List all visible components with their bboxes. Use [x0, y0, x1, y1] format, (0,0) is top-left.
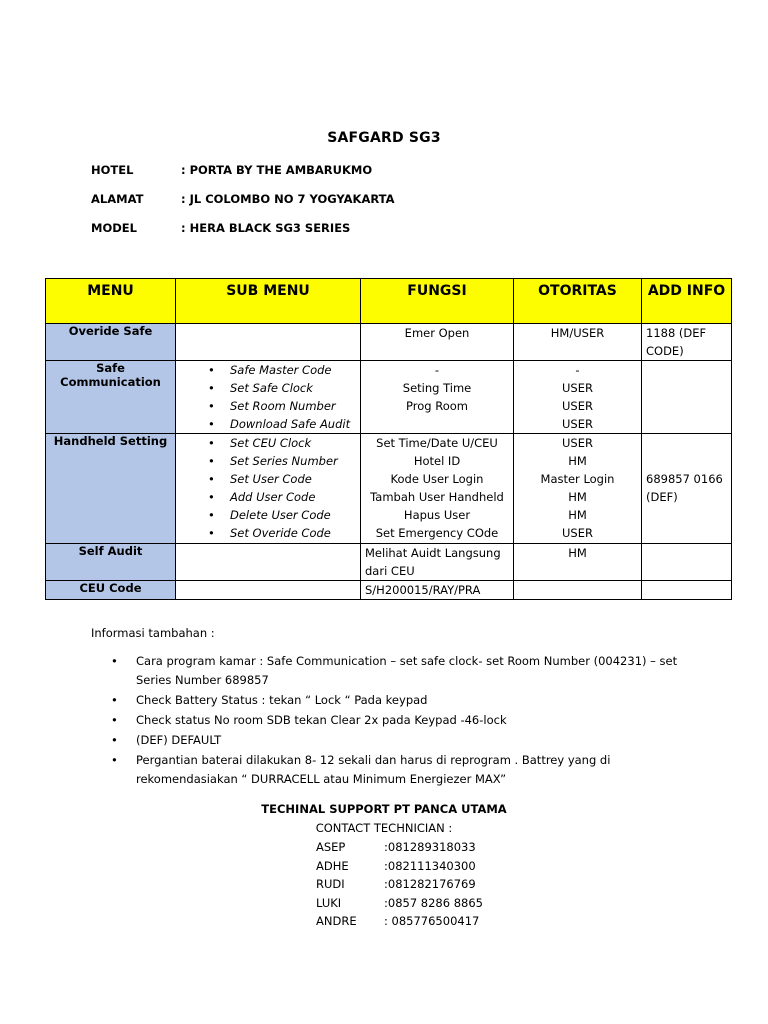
contact-name: LUKI — [316, 895, 342, 910]
fungsi-line: Hotel ID — [413, 454, 461, 468]
contact-row — [316, 875, 483, 894]
otoritas-cell — [514, 324, 642, 361]
info-cell: 689857 0166 (DEF) — [642, 434, 732, 544]
header-fungsi: FUNGSI — [361, 279, 514, 324]
list-item: • Set Overide Code — [230, 524, 356, 542]
contact-row — [316, 838, 483, 857]
table-row — [46, 581, 732, 600]
contact-phone: :0857 8286 8865 — [384, 895, 483, 910]
fungsi-line: Emer Open — [404, 326, 470, 340]
info-cell — [642, 581, 732, 600]
sub-menu-cell — [176, 544, 361, 581]
list-item: • Set CEU Clock — [230, 434, 356, 452]
list-item: • Set Safe Clock — [230, 379, 356, 397]
function-table — [45, 278, 732, 600]
header-sub-menu: SUB MENU — [176, 279, 361, 324]
otoritas-line: USER — [562, 381, 593, 395]
list-item — [91, 711, 691, 730]
meta-model — [91, 221, 350, 235]
fungsi-line: Seting Time — [402, 381, 472, 395]
support-title: TECHINAL SUPPORT PT PANCA UTAMA — [261, 802, 507, 816]
meta-key: ALAMAT — [91, 192, 144, 206]
menu-cell: Handheld Setting — [46, 434, 176, 544]
sub-menu-cell — [176, 434, 361, 544]
otoritas-line: HM — [568, 546, 587, 560]
list-item: • Set Room Number — [230, 397, 356, 415]
sub-menu-list — [180, 434, 356, 542]
fungsi-cell — [361, 361, 514, 434]
fungsi-cell — [361, 434, 514, 544]
list-item — [91, 731, 691, 750]
otoritas-cell — [514, 544, 642, 581]
otoritas-line: USER — [562, 436, 593, 450]
table-row — [46, 434, 732, 544]
contact-row — [316, 857, 483, 876]
fungsi-line: Prog Room — [406, 399, 468, 413]
list-item: • Set User Code — [230, 470, 356, 488]
info-list — [91, 652, 691, 790]
otoritas-line: HM — [568, 508, 587, 522]
info-text: Check status No room SDB tekan Clear 2x pada Keypad -46-lock — [136, 713, 507, 727]
list-item: • Set Series Number — [230, 452, 356, 470]
info-text: Pergantian baterai dilakukan 8- 12 sekali dan harus di reprogram . Battrey yang di rekomendasiakan “ DURRACELL atau Minimum Energiezer MAX” — [136, 753, 611, 786]
otoritas-line: - — [575, 363, 580, 377]
list-item: • Add User Code — [230, 488, 356, 506]
table-row — [46, 324, 732, 361]
contact-list — [316, 838, 483, 931]
fungsi-line: Hapus User — [403, 508, 471, 522]
meta-key: HOTEL — [91, 163, 134, 177]
fungsi-line: Tambah User Handheld — [370, 490, 504, 504]
otoritas-line: HM/USER — [550, 326, 605, 340]
support-section — [0, 800, 768, 838]
fungsi-line: Set Time/Date U/CEU — [376, 436, 498, 450]
otoritas-line: HM — [568, 454, 587, 468]
contact-name: RUDI — [316, 877, 345, 891]
otoritas-line: USER — [562, 399, 593, 413]
contact-phone: :082111340300 — [384, 858, 476, 873]
otoritas-line: USER — [562, 417, 593, 431]
contact-row — [316, 912, 483, 931]
contact-phone: : 085776500417 — [384, 914, 480, 928]
meta-value: : HERA BLACK SG3 SERIES — [181, 221, 351, 235]
table-header-row — [46, 279, 732, 324]
info-text: Cara program kamar : Safe Communication – set safe clock- set Room Number (004231) – set Series Number 689857 — [136, 654, 678, 687]
contact-phone: :081289318033 — [384, 840, 476, 854]
list-item — [91, 652, 691, 690]
meta-value: : JL COLOMBO NO 7 YOGYAKARTA — [181, 192, 395, 206]
contact-name: ADHE — [316, 858, 349, 873]
otoritas-cell — [514, 434, 642, 544]
header-otoritas: OTORITAS — [514, 279, 642, 324]
table-row — [46, 361, 732, 434]
info-text: Check Battery Status : tekan “ Lock “ Pada keypad — [136, 693, 428, 707]
fungsi-cell: Melihat Auidt Langsung dari CEU — [361, 544, 514, 581]
sub-menu-list — [180, 361, 356, 433]
menu-cell: Overide Safe — [46, 324, 176, 361]
fungsi-line: - — [434, 363, 440, 377]
contact-row — [316, 894, 483, 913]
list-item: • Download Safe Audit — [230, 415, 356, 433]
menu-cell: Self Audit — [46, 544, 176, 581]
meta-alamat — [91, 192, 395, 206]
menu-cell: CEU Code — [46, 581, 176, 600]
meta-hotel — [91, 163, 372, 177]
document-title: SAFGARD SG3 — [327, 130, 441, 146]
list-item: • Delete User Code — [230, 506, 356, 524]
otoritas-cell — [514, 581, 642, 600]
header-add-info: ADD INFO — [642, 279, 732, 324]
otoritas-line: HM — [568, 490, 587, 504]
header-menu: MENU — [46, 279, 176, 324]
otoritas-line: Master Login — [540, 472, 615, 486]
menu-cell: Safe Communication — [46, 361, 176, 434]
otoritas-cell — [514, 361, 642, 434]
otoritas-line: USER — [562, 526, 593, 540]
table-row — [46, 544, 732, 581]
info-cell — [642, 544, 732, 581]
contact-phone: :081282176769 — [384, 877, 476, 891]
sub-menu-cell — [176, 581, 361, 600]
contact-name: ANDRE — [316, 914, 357, 928]
meta-value: : PORTA BY THE AMBARUKMO — [181, 163, 373, 177]
info-cell: 1188 (DEF CODE) — [642, 324, 732, 361]
sub-menu-cell — [176, 361, 361, 434]
fungsi-line: Kode User Login — [390, 472, 484, 486]
contact-name: ASEP — [316, 840, 346, 854]
list-item: • Safe Master Code — [230, 361, 356, 379]
list-item — [91, 751, 691, 789]
support-subtitle: CONTACT TECHNICIAN : — [315, 821, 453, 835]
meta-key: MODEL — [91, 221, 137, 235]
list-item — [91, 691, 691, 710]
fungsi-line: Set Emergency COde — [375, 526, 499, 540]
fungsi-cell: S/H200015/RAY/PRA — [361, 581, 514, 600]
info-text: (DEF) DEFAULT — [136, 733, 222, 747]
sub-menu-cell — [176, 324, 361, 361]
info-title: Informasi tambahan : — [91, 626, 215, 640]
fungsi-cell — [361, 324, 514, 361]
info-cell — [642, 361, 732, 434]
